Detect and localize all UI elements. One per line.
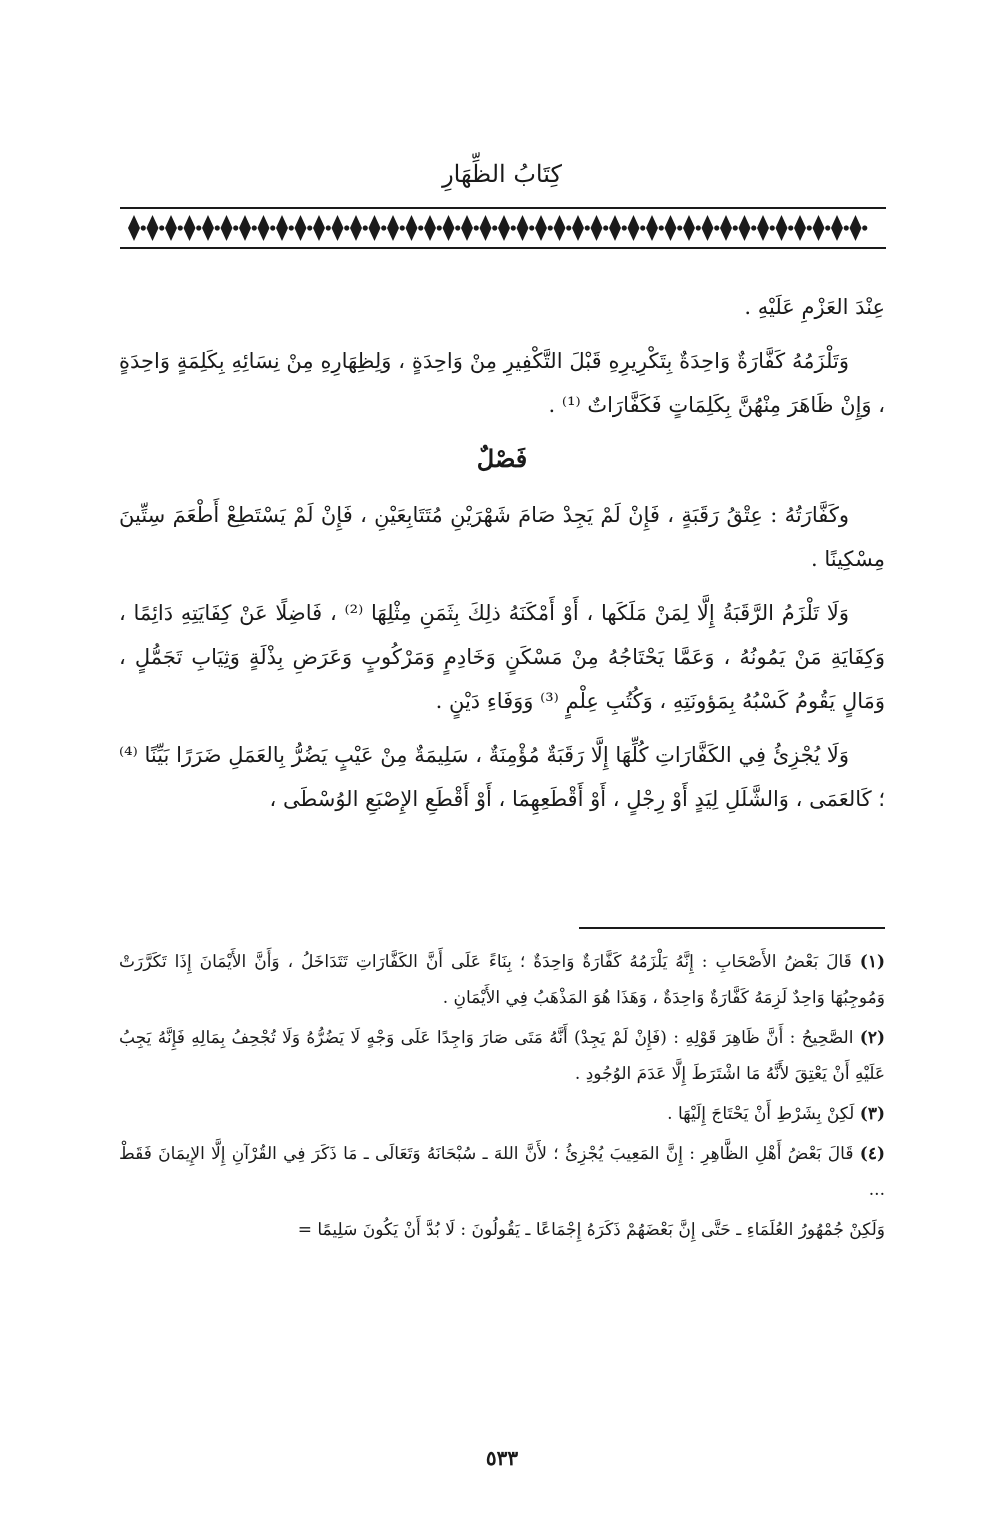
footnote-continuation: وَلَكِنْ جُمْهُورُ العُلَمَاءِ ـ حَتَّى إِنَّ بَعْضَهُمْ ذَكَرَهُ إِجْمَاعًا ـ يَقُولُونَ : لَا بُدَّ أَنْ يَكُونَ سَلِيمًا = bbox=[297, 1220, 885, 1240]
footnote-number: (٤) bbox=[859, 1144, 885, 1164]
ornament-motif bbox=[128, 215, 140, 241]
footnote-3 bbox=[119, 1096, 885, 1132]
ornament-motif bbox=[609, 215, 621, 241]
ornament-dot bbox=[215, 225, 220, 230]
ornament-motif bbox=[461, 215, 473, 241]
ornament-motif bbox=[498, 215, 510, 241]
ornament-motif bbox=[850, 215, 862, 241]
ornament-motif bbox=[147, 215, 159, 241]
ornament-dot bbox=[492, 225, 497, 230]
ornament-motif bbox=[794, 215, 806, 241]
header-ornament-border bbox=[120, 205, 886, 251]
ornament-dot bbox=[437, 225, 442, 230]
ornament-dot bbox=[844, 225, 849, 230]
ornament-dot bbox=[696, 225, 701, 230]
paragraph: وكَفَّارَتُهُ : عِتْقُ رَقَبَةٍ ، فَإِنْ لَمْ يَجِدْ صَامَ شَهْرَيْنِ مُتَتَابِعَيْنِ ، فَإِنْ لَمْ يَسْتَطِعْ أَطْعَمَ سِتِّينَ مِسْكِينًا . bbox=[119, 503, 885, 571]
footnote-text: الصَّحِيحُ : أَنَّ ظَاهِرَ قَوْلِهِ : (فَإِنْ لَمْ يَجِدْ) أَنَّهُ مَتَى صَارَ وَاجِدًا عَلَى وَجْهٍ لَا يَضُرُّهُ وَلَا تُجْحِفُ بِمَالِهِ فَإِنَّهُ يَجِبُ عَلَيْهِ أَنْ يَعْتِقَ لأَنَّهُ مَا اشْتَرَطَ إِلَّا عَدَمَ الوُجُودِ . bbox=[119, 1028, 885, 1084]
ornament-motif bbox=[628, 215, 640, 241]
paragraph: وَلَا تَلْزَمُ الرَّقَبَةُ إِلَّا لِمَنْ مَلَكَها ، أَوْ أَمْكَنَهُ ذلِكَ بِثَمَنِ مِثْلِهَا ⁽²⁾ ، فَاضِلًا عَنْ كِفَايَتِهِ دَائِمًا ، وَكِفَايَةِ مَنْ يَمُونُهُ ، وَعَمَّا يَحْتَاجُهُ مِنْ مَسْكَنٍ وَخَادِمٍ وَمَرْكُوبٍ وَعَرَضِ بِذْلَةٍ وَثِيَابِ تَجَمُّلٍ ، وَمَالٍ يَقُومُ كَسْبُهُ بِمَؤونَتِهِ ، وَكُتُبِ عِلْمٍ ⁽³⁾ وَوَفَاءِ دَيْنٍ . bbox=[119, 601, 885, 713]
ornament-dot bbox=[825, 225, 830, 230]
footnote-1 bbox=[119, 944, 885, 1016]
ornament-motif bbox=[683, 215, 695, 241]
ornament-dot bbox=[381, 225, 386, 230]
ornament-dot bbox=[529, 225, 534, 230]
ornament-motif bbox=[387, 215, 399, 241]
footnote-2 bbox=[119, 1020, 885, 1092]
paragraph: وَلَا يُجْزِئُ فِي الكَفَّارَاتِ كُلِّهَا إِلَّا رَقَبَةٌ مُؤْمِنَةٌ ، سَلِيمَةٌ مِنْ عَيْبٍ يَضُرُّ بِالعَمَلِ ضَرَرًا بَيِّنًا ⁽⁴⁾ ؛ كَالعَمَى ، وَالشَّلَلِ لِيَدٍ أَوْ رِجْلٍ ، أَوْ أَقْطَعِهِمَا ، أَوْ أَقْطَعِ الإِصْبَعِ الوُسْطَى ، bbox=[119, 743, 885, 811]
ornament-motif bbox=[535, 215, 547, 241]
ornament-motif bbox=[591, 215, 603, 241]
ornament-dot bbox=[788, 225, 793, 230]
footnote-number: (١) bbox=[859, 952, 885, 972]
footnote-text: لَكِنْ بِشَرْطِ أَنْ يَحْتَاجَ إِلَيْهَا . bbox=[667, 1104, 855, 1124]
footnote-number: (٢) bbox=[859, 1028, 885, 1048]
ornament-motif bbox=[221, 215, 233, 241]
section-heading: فَصْلٌ bbox=[476, 444, 528, 473]
ornament-motif bbox=[517, 215, 529, 241]
ornament-dot bbox=[585, 225, 590, 230]
ornament-dot bbox=[418, 225, 423, 230]
ornament-motif bbox=[720, 215, 732, 241]
ornament-dot bbox=[196, 225, 201, 230]
ornament-dot bbox=[233, 225, 238, 230]
ornament-dot bbox=[751, 225, 756, 230]
ornament-dot bbox=[733, 225, 738, 230]
paragraph-continuation: عِنْدَ العَزْمِ عَلَيْهِ . bbox=[744, 295, 885, 319]
ornament-dot bbox=[807, 225, 812, 230]
running-header-title: كِتَابُ الظِّهَارِ bbox=[442, 160, 562, 188]
ornament-dot bbox=[270, 225, 275, 230]
ornament-dot bbox=[474, 225, 479, 230]
ornament-motif bbox=[739, 215, 751, 241]
ornament-motif bbox=[424, 215, 436, 241]
footnotes bbox=[119, 944, 885, 1252]
ornament-motif bbox=[202, 215, 214, 241]
ornament-dot bbox=[566, 225, 571, 230]
footnote-4 bbox=[119, 1136, 885, 1208]
ornament-dot bbox=[178, 225, 183, 230]
ornament-motif bbox=[831, 215, 843, 241]
ornament-motif bbox=[702, 215, 714, 241]
ornament-dot bbox=[622, 225, 627, 230]
paragraph: وَتَلْزَمُهُ كَفَّارَةٌ وَاحِدَةٌ بِتَكْرِيرِهِ قَبْلَ التَّكْفِيرِ مِنْ وَاحِدَةٍ ، وَلِظِهَارِهِ مِنْ نِسَائِهِ بِكَلِمَةٍ وَاحِدَةٍ ، وَإِنْ ظَاهَرَ مِنْهُنَّ بِكَلِمَاتٍ فَكَفَّارَاتٌ ⁽¹⁾ . bbox=[119, 349, 885, 417]
ornament-motif bbox=[443, 215, 455, 241]
ornament-dot bbox=[714, 225, 719, 230]
ornament-dot bbox=[770, 225, 775, 230]
ornament-dot bbox=[400, 225, 405, 230]
ornament-motif bbox=[276, 215, 288, 241]
ornament-dot bbox=[659, 225, 664, 230]
footnote-text: قَالَ بَعْضُ الأَصْحَابِ : إِنَّهُ يَلْزَمُهُ كَفَّارَةٌ وَاحِدَةٌ ؛ بِنَاءً عَلَى أَنَّ الكَفَّارَاتِ تَتَدَاخَلُ ، وَأَنَّ الأَيْمَانَ إِذَا تَكَرَّرَتْ وَمُوجِبُهَا وَاحِدٌ لَزِمَهُ كَفَّارَةٌ وَاحِدَةٌ ، وَهَذَا هُوَ المَذْهَبُ فِي الأَيْمَانِ . bbox=[119, 952, 885, 1008]
ornament-motif bbox=[480, 215, 492, 241]
ornament-motif bbox=[406, 215, 418, 241]
ornament-dot bbox=[344, 225, 349, 230]
ornament-dot bbox=[159, 225, 164, 230]
ornament-motif bbox=[295, 215, 307, 241]
main-text bbox=[119, 285, 885, 831]
ornament-motif bbox=[776, 215, 788, 241]
footnote-separator bbox=[579, 927, 885, 929]
ornament-motif bbox=[665, 215, 677, 241]
footnote-number: (٣) bbox=[859, 1104, 885, 1124]
ornament-motif bbox=[184, 215, 196, 241]
ornament-motif bbox=[313, 215, 325, 241]
ornament-motif bbox=[332, 215, 344, 241]
ornament-dot bbox=[603, 225, 608, 230]
ornament-motif bbox=[369, 215, 381, 241]
ornament-dot bbox=[862, 225, 867, 230]
ornament-motif bbox=[258, 215, 270, 241]
ornament-dot bbox=[455, 225, 460, 230]
ornament-dot bbox=[252, 225, 257, 230]
ornament-dot bbox=[640, 225, 645, 230]
ornament-dot bbox=[141, 225, 146, 230]
ornament-dot bbox=[511, 225, 516, 230]
ornament-motif bbox=[239, 215, 251, 241]
ornament-dot bbox=[307, 225, 312, 230]
ornament-motif bbox=[757, 215, 769, 241]
ornament-dot bbox=[363, 225, 368, 230]
ornament-motif bbox=[572, 215, 584, 241]
ornament-dot bbox=[677, 225, 682, 230]
ornament-motif bbox=[813, 215, 825, 241]
ornament-dot bbox=[326, 225, 331, 230]
ornament-dot bbox=[548, 225, 553, 230]
ornament-motif bbox=[554, 215, 566, 241]
ornament-motif bbox=[165, 215, 177, 241]
ornament-motif bbox=[350, 215, 362, 241]
page-number: ٥٣٣ bbox=[485, 1446, 519, 1470]
footnote-text: قَالَ بَعْضُ أَهْلِ الظَّاهِرِ : إِنَّ المَعِيبَ يُجْزِئُ ؛ لأَنَّ اللهَ ـ سُبْحَانَهُ وَتَعَالَى ـ مَا ذَكَرَ فِي القُرْآنِ إِلَّا الإِيمَانَ فَقَطْ ... bbox=[119, 1144, 885, 1200]
ornament-dot bbox=[289, 225, 294, 230]
ornament-motif bbox=[646, 215, 658, 241]
